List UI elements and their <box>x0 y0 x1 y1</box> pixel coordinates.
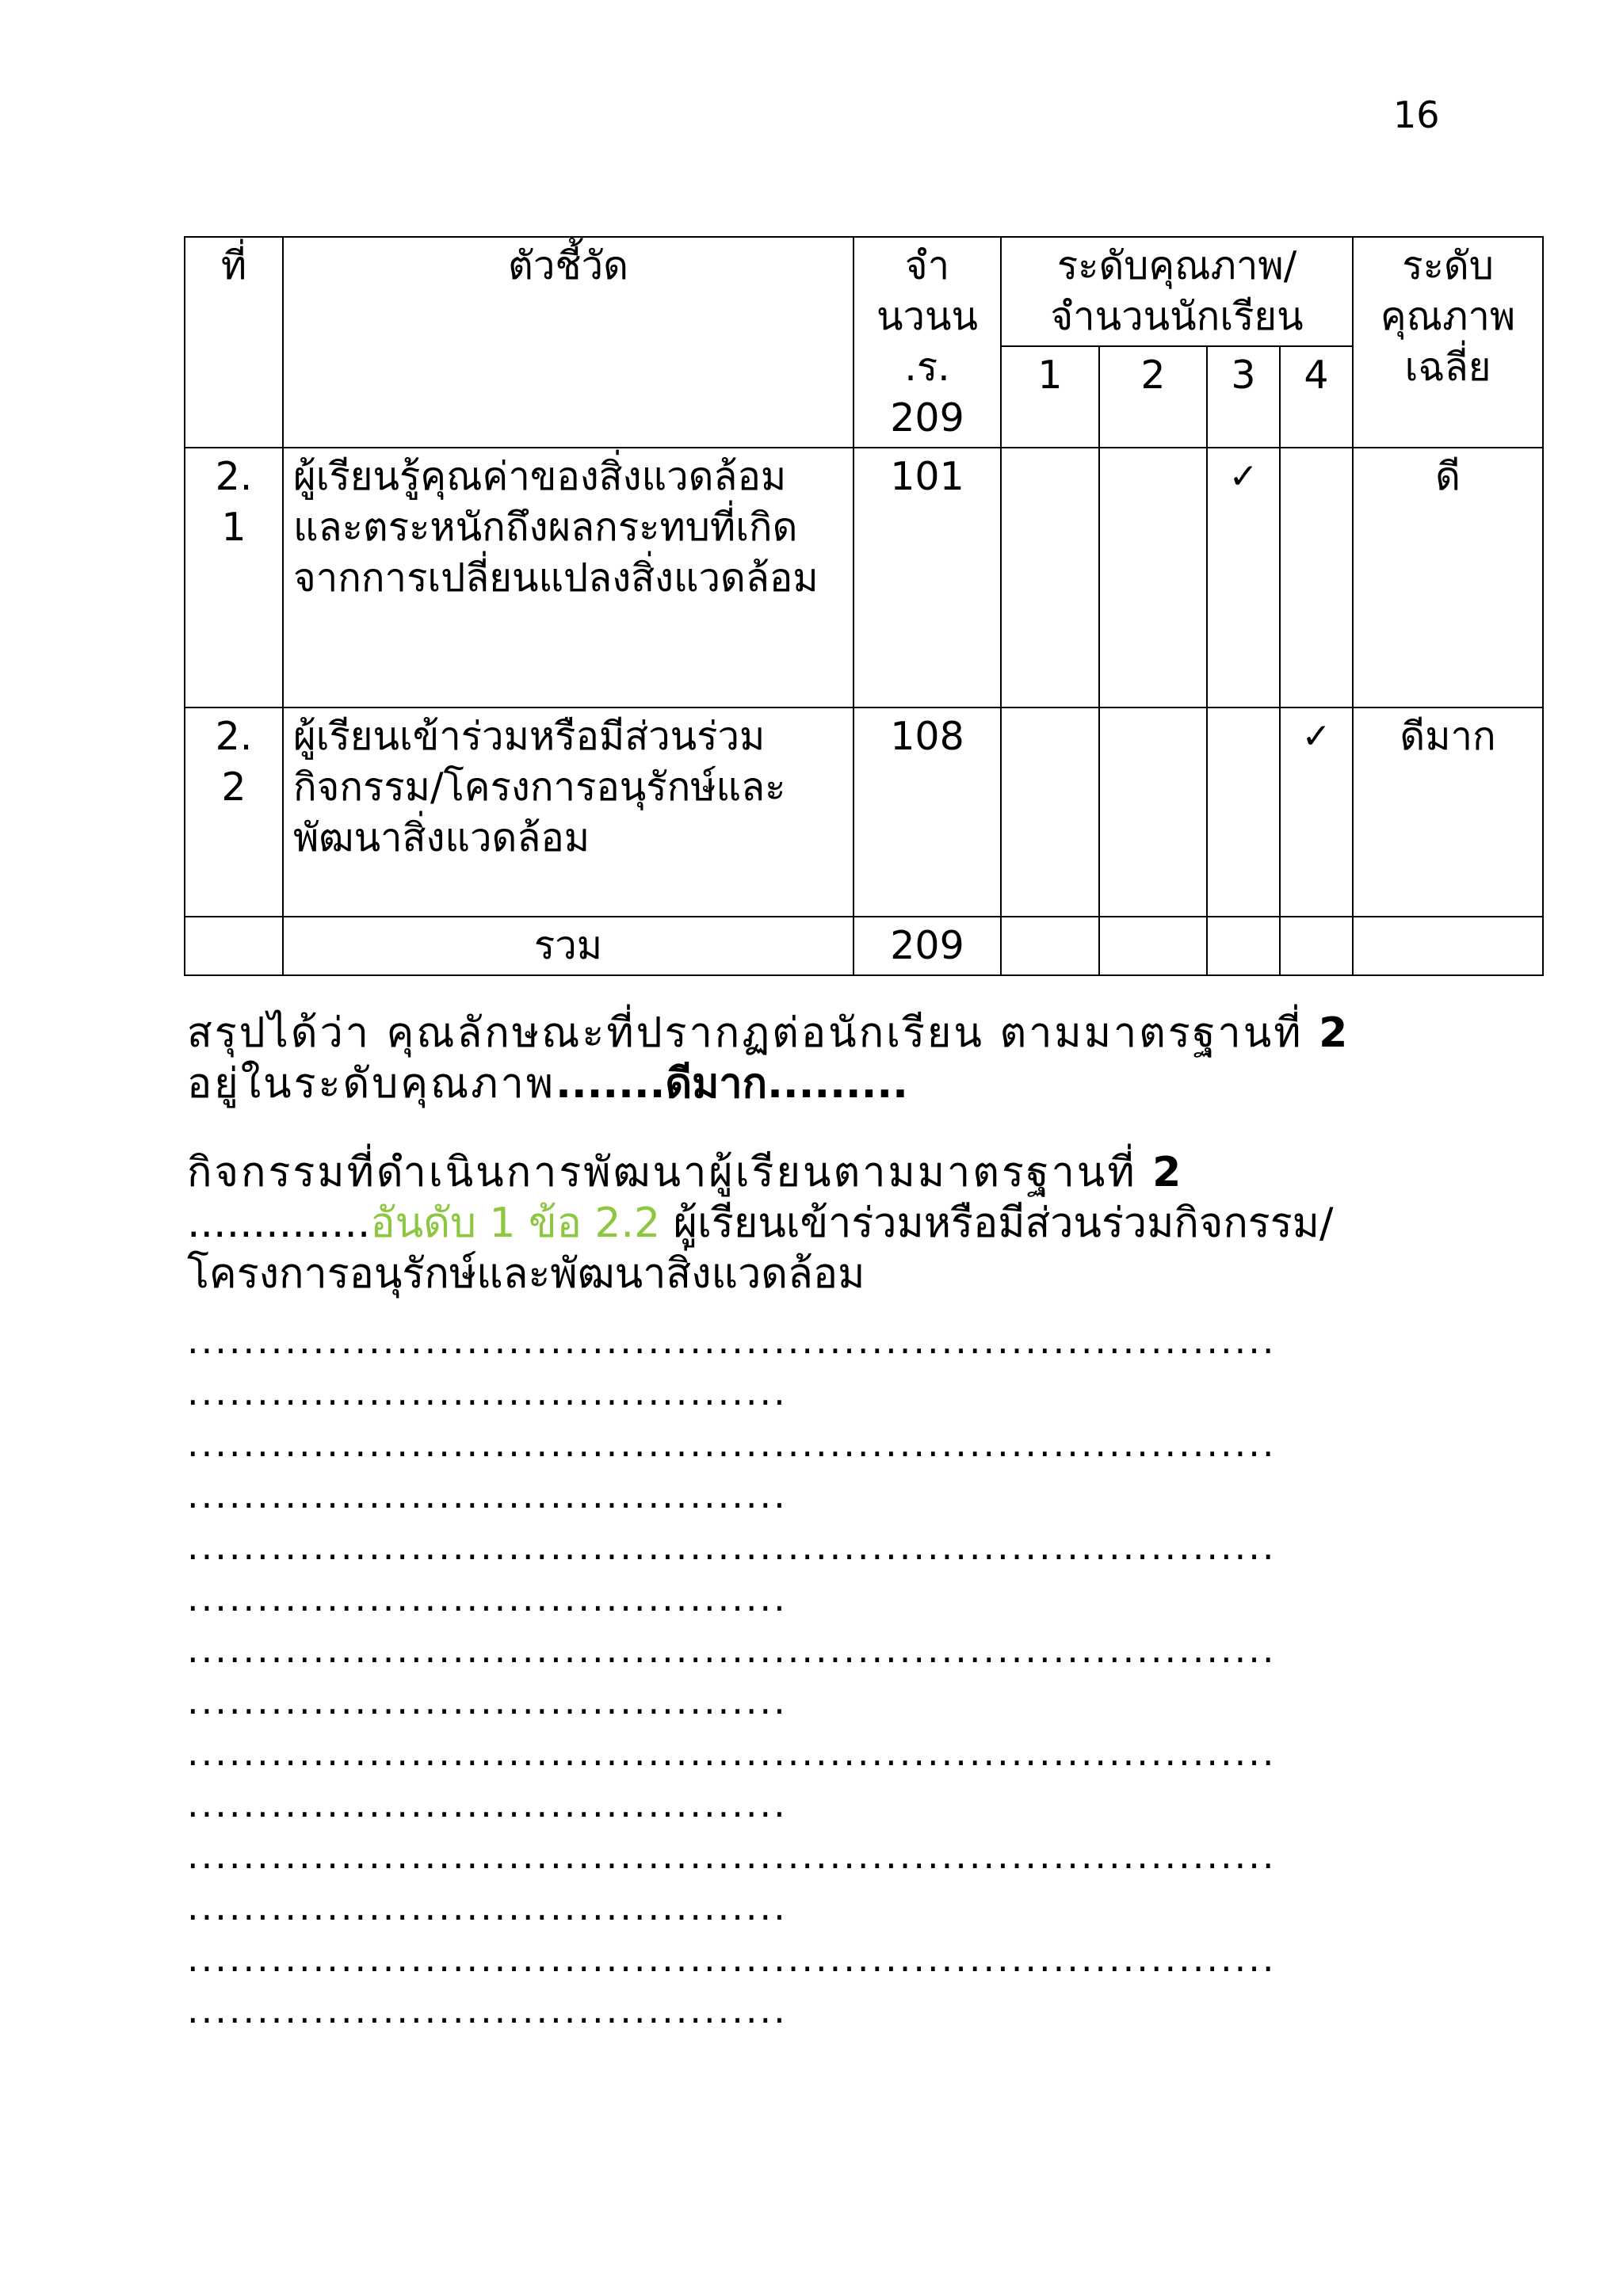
header-level-3: 3 <box>1207 346 1280 448</box>
indicator-table <box>184 236 1544 976</box>
dot-line-long: .............................................................................. <box>187 1628 1277 1671</box>
header-count: จำ นวนน .ร. 209 <box>854 237 1001 448</box>
header-quality-students: ระดับคุณภาพ/ จำนวนนักเรียน <box>1001 237 1353 346</box>
activities-line-2: โครงการอนุรักษ์และพัฒนาสิ่งแวดล้อม <box>187 1250 865 1298</box>
dot-line-short: ........................................... <box>187 1989 788 2031</box>
dot-line-long: .............................................................................. <box>187 1834 1277 1877</box>
row-count: 101 <box>854 448 1001 707</box>
row-count: 108 <box>854 707 1001 917</box>
blank-fill-lines <box>187 1315 1277 2036</box>
activities-heading: กิจกรรมที่ดำเนินการพัฒนาผู้เรียนตามมาตรฐานที่ 2 <box>187 1149 1184 1196</box>
total-empty-cell <box>1353 917 1543 975</box>
dot-line-short: ........................................... <box>187 1474 788 1516</box>
row-no: 2. 2 <box>185 707 283 917</box>
total-empty-cell <box>1207 917 1280 975</box>
table-row <box>185 448 1543 707</box>
dot-line-short: ........................................... <box>187 1577 788 1619</box>
activities-section <box>187 1147 1534 1299</box>
total-empty-cell <box>1001 917 1099 975</box>
row-check-level-3: ✓ <box>1207 448 1280 707</box>
header-no: ที่ <box>185 237 283 448</box>
table-header-row <box>185 237 1543 346</box>
total-count: 209 <box>854 917 1001 975</box>
dot-line-long: .............................................................................. <box>187 1731 1277 1774</box>
dot-line-short: ........................................... <box>187 1783 788 1825</box>
summary-paragraph <box>187 1008 1534 1109</box>
row-indicator: ผู้เรียนรู้คุณค่าของสิ่งแวดล้อมและตระหนักถึงผลกระทบที่เกิดจากการเปลี่ยนแปลงสิ่งแวดล้อม <box>283 448 854 707</box>
row-check-level-2 <box>1099 707 1207 917</box>
total-no <box>185 917 283 975</box>
row-quality-level: ดี <box>1353 448 1543 707</box>
activities-line-1: ..............อันดับ 1 ข้อ 2.2 ผู้เรียนเข้าร่วมหรือมีส่วนร่วมกิจกรรม/ <box>187 1199 1334 1247</box>
dot-line-short: ........................................... <box>187 1371 788 1413</box>
header-level-2: 2 <box>1099 346 1207 448</box>
row-check-level-1 <box>1001 707 1099 917</box>
row-check-level-2 <box>1099 448 1207 707</box>
dot-line-long: .............................................................................. <box>187 1937 1277 1980</box>
dot-line-long: .............................................................................. <box>187 1319 1277 1362</box>
dot-line-short: ........................................... <box>187 1680 788 1722</box>
total-empty-cell <box>1099 917 1207 975</box>
dot-line-short: ........................................... <box>187 1886 788 1928</box>
row-check-level-4 <box>1280 448 1353 707</box>
header-average-quality: ระดับ คุณภาพ เฉลี่ย <box>1353 237 1543 448</box>
summary-line-1: สรุปได้ว่า คุณลักษณะที่ปรากฏต่อนักเรียน ตามมาตรฐานที่ 2 <box>187 1009 1348 1057</box>
total-empty-cell <box>1280 917 1353 975</box>
row-indicator: ผู้เรียนเข้าร่วมหรือมีส่วนร่วมกิจกรรม/โครงการอนุรักษ์และพัฒนาสิ่งแวดล้อม <box>283 707 854 917</box>
rank-highlight: อันดับ 1 ข้อ 2.2 <box>370 1199 661 1247</box>
header-level-1: 1 <box>1001 346 1099 448</box>
row-check-level-1 <box>1001 448 1099 707</box>
row-check-level-3 <box>1207 707 1280 917</box>
header-level-4: 4 <box>1280 346 1353 448</box>
row-no: 2. 1 <box>185 448 283 707</box>
dot-line-long: .............................................................................. <box>187 1525 1277 1568</box>
row-check-level-4: ✓ <box>1280 707 1353 917</box>
header-indicator: ตัวชี้วัด <box>283 237 854 448</box>
row-quality-level: ดีมาก <box>1353 707 1543 917</box>
page-number: 16 <box>1393 93 1440 136</box>
table-total-row <box>185 917 1543 975</box>
total-label: รวม <box>283 917 854 975</box>
summary-line-2: อยู่ในระดับคุณภาพ.......ดีมาก......... <box>187 1060 908 1108</box>
table-row <box>185 707 1543 917</box>
dot-line-long: .............................................................................. <box>187 1422 1277 1465</box>
